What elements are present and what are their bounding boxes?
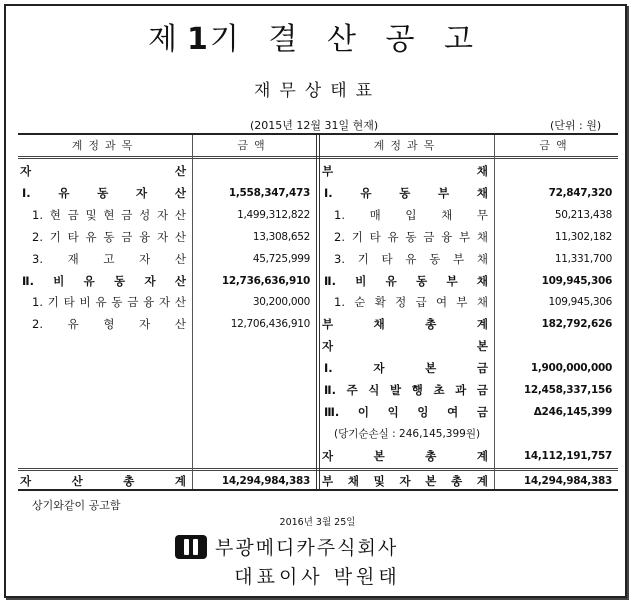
label-part: 금 xyxy=(476,383,488,397)
right-account-label xyxy=(324,402,488,422)
label-part: 2. xyxy=(32,317,43,332)
label-part: 급 xyxy=(415,295,427,310)
label-part: 타 xyxy=(67,229,79,244)
label-part: 동 xyxy=(97,185,109,200)
right-amount: 11,331,700 xyxy=(554,252,612,265)
label-part: 현 xyxy=(49,207,61,222)
label-part: 동 xyxy=(399,185,411,200)
label-part: 부 xyxy=(322,317,334,332)
right-account-label xyxy=(334,227,488,247)
label-part: 채 xyxy=(476,273,488,288)
label-part: 기 xyxy=(49,229,61,244)
label-part: 동 xyxy=(405,229,417,244)
company-line xyxy=(175,533,398,560)
label-part: 및 xyxy=(85,207,97,222)
label-part: 부 xyxy=(459,229,471,244)
label-part: 기 xyxy=(351,229,363,244)
label-part: 무 xyxy=(476,207,488,222)
label-part: Ⅰ. xyxy=(324,185,333,200)
header-account-left: 계정과목 xyxy=(71,139,139,152)
label-part: 타 xyxy=(63,295,75,310)
label-part: 채 xyxy=(476,185,488,200)
label-part: Ⅰ. xyxy=(324,361,333,376)
label-part: 행 xyxy=(411,383,423,397)
label-part: 2. xyxy=(334,229,345,244)
left-amount: 13,308,652 xyxy=(252,230,310,243)
label-part: Ⅱ. xyxy=(324,273,336,288)
label-part: 이 xyxy=(357,404,369,419)
label-part: 과 xyxy=(455,383,467,397)
label-part: 총 xyxy=(425,448,437,463)
label-part: 부 xyxy=(322,474,334,488)
label-part: 동 xyxy=(416,273,428,288)
label-part: 채 xyxy=(476,251,488,266)
label-part: 부 xyxy=(322,164,334,178)
label-part: 산 xyxy=(174,185,186,200)
label-part: 고 xyxy=(103,251,115,266)
label-part: 유 xyxy=(95,295,107,310)
label-part: 재 xyxy=(67,251,79,266)
label-part: 유 xyxy=(405,251,417,266)
label-part: (당기순손실 : 246,145,399원) xyxy=(334,427,481,440)
label-part: 자 xyxy=(159,295,171,310)
label-part: 유 xyxy=(85,229,97,244)
label-part: 계 xyxy=(174,474,186,488)
label-part: 유 xyxy=(58,185,70,200)
right-account-label xyxy=(334,424,488,444)
company-logo-icon xyxy=(175,535,207,559)
label-part: 융 xyxy=(143,295,155,310)
label-part: 자 xyxy=(139,317,151,332)
left-total-amount: 14,294,984,383 xyxy=(221,475,310,487)
right-account-label xyxy=(324,358,488,378)
label-part: 1. xyxy=(334,207,345,222)
right-account-label xyxy=(322,446,488,466)
left-account-label xyxy=(32,314,186,334)
right-amount xyxy=(494,336,612,356)
title-number: 1 xyxy=(187,22,210,57)
right-amount: Δ246,145,399 xyxy=(533,405,612,418)
label-part: 유 xyxy=(67,317,79,332)
label-part: 총 xyxy=(123,474,135,488)
left-account-label xyxy=(22,183,186,203)
label-part: 채 xyxy=(476,295,488,310)
label-part: Ⅱ. xyxy=(22,273,34,288)
right-account-label xyxy=(322,314,488,334)
label-part: 유 xyxy=(387,229,399,244)
left-account-label xyxy=(22,271,186,291)
left-account-label xyxy=(32,249,186,269)
header-amount-right: 금액 xyxy=(539,139,573,152)
label-part: 입 xyxy=(405,207,417,222)
label-part: 1. xyxy=(334,295,345,310)
label-part: 기 xyxy=(357,251,369,266)
left-account-label xyxy=(32,227,186,247)
label-part: 타 xyxy=(381,251,393,266)
label-part: 부 xyxy=(438,185,450,200)
right-amount: 72,847,320 xyxy=(548,186,612,199)
label-part: 잉 xyxy=(417,404,429,419)
right-account-label xyxy=(334,292,488,312)
label-part: 현 xyxy=(103,207,115,222)
label-part: 산 xyxy=(174,207,186,222)
label-part: 주 xyxy=(346,383,358,397)
title-prefix: 제 xyxy=(148,22,188,57)
left-amount: 45,725,999 xyxy=(252,252,310,265)
left-amount: 30,200,000 xyxy=(252,296,310,309)
label-part: 금 xyxy=(67,207,79,222)
left-amount: 1,499,312,822 xyxy=(237,208,310,221)
label-part: 산 xyxy=(174,295,186,310)
label-part: 기 xyxy=(47,295,59,310)
label-part: 금 xyxy=(121,207,133,222)
label-part: 본 xyxy=(373,448,385,463)
right-amount: 50,213,438 xyxy=(554,208,612,221)
label-part: 융 xyxy=(139,229,151,244)
label-part: 산 xyxy=(174,229,186,244)
label-part: 자 xyxy=(136,185,148,200)
label-part: 부 xyxy=(453,251,465,266)
label-part: 동 xyxy=(111,295,123,310)
right-account-label xyxy=(322,336,488,356)
label-part: 부 xyxy=(446,273,458,288)
right-total-amount: 14,294,984,383 xyxy=(523,475,612,487)
label-part: 유 xyxy=(360,185,372,200)
left-account-label xyxy=(32,205,186,225)
label-part: 금 xyxy=(127,295,139,310)
label-part: 동 xyxy=(103,229,115,244)
label-part: 3. xyxy=(334,251,345,266)
label-part: 성 xyxy=(139,207,151,222)
label-part: 자 xyxy=(20,474,32,488)
right-account-label xyxy=(322,161,488,181)
label-part: 자 xyxy=(144,273,156,288)
header-account-right: 계정과목 xyxy=(373,139,441,152)
label-part: 타 xyxy=(369,229,381,244)
notice-title xyxy=(0,14,631,58)
label-part: 총 xyxy=(451,474,463,488)
header-amount-left: 금액 xyxy=(237,139,271,152)
right-amount xyxy=(494,161,612,181)
label-part: 채 xyxy=(373,317,385,332)
label-part: 비 xyxy=(79,295,91,310)
label-part: 비 xyxy=(355,273,367,288)
label-part: 융 xyxy=(441,229,453,244)
left-amount xyxy=(192,161,310,181)
label-part: 채 xyxy=(441,207,453,222)
right-amount: 14,112,191,757 xyxy=(523,449,612,462)
label-part: 산 xyxy=(71,474,83,488)
label-part: 금 xyxy=(121,229,133,244)
right-amount: 109,945,306 xyxy=(548,296,612,309)
label-part: 3. xyxy=(32,251,43,266)
label-part: 자 xyxy=(157,229,169,244)
ceo-name: 대표이사 박원태 xyxy=(234,566,401,588)
label-part: 본 xyxy=(425,474,437,488)
label-part: 1. xyxy=(32,295,43,310)
center-divider xyxy=(316,135,320,489)
label-part: 유 xyxy=(385,273,397,288)
label-part: 발 xyxy=(390,383,402,397)
label-part: 및 xyxy=(373,474,385,488)
left-account-label xyxy=(20,161,186,181)
label-part: 채 xyxy=(476,164,488,178)
balance-sheet-table xyxy=(18,133,618,491)
label-part: 부 xyxy=(456,295,468,310)
label-part: Ⅱ. xyxy=(324,383,336,397)
label-part: 계 xyxy=(476,317,488,332)
label-part: 형 xyxy=(103,317,115,332)
right-amount: 12,458,337,156 xyxy=(523,384,612,396)
label-part: 여 xyxy=(447,404,459,419)
label-part: 2. xyxy=(32,229,43,244)
label-part: 자 xyxy=(322,448,334,463)
right-amount: 109,945,306 xyxy=(541,274,612,287)
unit-label: (단위 : 원) xyxy=(550,119,602,132)
label-part: 매 xyxy=(369,207,381,222)
right-amount xyxy=(494,424,612,444)
label-part: 금 xyxy=(476,404,488,419)
left-amount: 12,736,636,910 xyxy=(221,274,310,287)
right-amount: 182,792,626 xyxy=(541,318,612,331)
label-part: 계 xyxy=(476,448,488,463)
title-suffix: 기 결 산 공 고 xyxy=(209,22,483,57)
left-amount: 1,558,347,473 xyxy=(228,186,310,199)
label-part: 산 xyxy=(174,164,186,178)
footer-note: 상기와같이 공고함 xyxy=(32,499,121,512)
label-part: 동 xyxy=(114,273,126,288)
label-part: 금 xyxy=(476,361,488,376)
left-total-label xyxy=(20,471,186,491)
label-part: 계 xyxy=(476,474,488,488)
label-part: 정 xyxy=(395,295,407,310)
company-name: 부광메디카주식회사 xyxy=(215,537,399,559)
right-account-label xyxy=(324,271,488,291)
label-part: 1. xyxy=(32,207,43,222)
left-account-label xyxy=(32,292,186,312)
label-part: 채 xyxy=(347,474,359,488)
label-part: 초 xyxy=(433,383,445,397)
label-part: 자 xyxy=(139,251,151,266)
right-account-label xyxy=(334,249,488,269)
label-part: 산 xyxy=(174,251,186,266)
label-part: 여 xyxy=(435,295,448,310)
label-part: 산 xyxy=(174,273,186,288)
label-part: 산 xyxy=(174,317,186,332)
label-part: 금 xyxy=(423,229,435,244)
label-part: 유 xyxy=(83,273,95,288)
label-part: 순 xyxy=(354,295,366,310)
statement-title: 재무상태표 xyxy=(253,81,382,101)
right-account-label xyxy=(334,205,488,225)
label-part: 비 xyxy=(53,273,65,288)
as-of-date: (2015년 12월 31일 현재) xyxy=(250,119,379,132)
label-part: 자 xyxy=(157,207,169,222)
label-part: 본 xyxy=(476,339,488,354)
right-account-label xyxy=(324,183,488,203)
label-part: 채 xyxy=(476,229,488,244)
label-part: 자 xyxy=(322,339,334,354)
left-amount: 12,706,436,910 xyxy=(230,318,310,331)
right-amount: 1,900,000,000 xyxy=(530,362,612,375)
right-account-label xyxy=(324,380,488,400)
label-part: 확 xyxy=(374,295,386,310)
right-total-label xyxy=(322,471,488,491)
notice-date: 2016년 3월 25일 xyxy=(279,517,356,528)
label-part: Ⅲ. xyxy=(324,404,340,419)
label-part: 자 xyxy=(20,164,32,178)
label-part: 익 xyxy=(387,404,399,419)
label-part: 동 xyxy=(429,251,441,266)
label-part: Ⅰ. xyxy=(22,185,31,200)
right-amount: 11,302,182 xyxy=(554,230,612,243)
label-part: 총 xyxy=(425,317,437,332)
label-part: 식 xyxy=(368,383,380,397)
label-part: 본 xyxy=(425,361,437,376)
label-part: 자 xyxy=(399,474,411,488)
label-part: 자 xyxy=(373,361,385,376)
